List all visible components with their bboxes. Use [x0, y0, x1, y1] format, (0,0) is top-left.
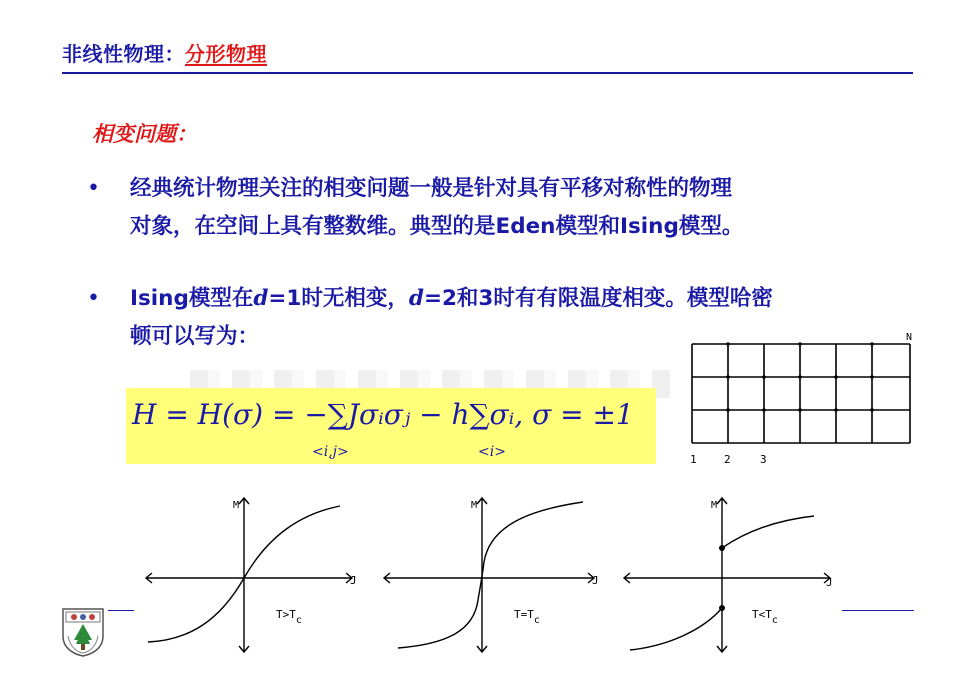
title-main: 非线性物理： — [62, 42, 185, 66]
lattice-label-1: 1 — [690, 453, 697, 466]
footer-rule-right — [842, 610, 914, 611]
sum-subscript-single: <i> — [478, 444, 506, 460]
discontinuity-point-lower — [719, 605, 725, 611]
y-axis-label: M — [470, 500, 477, 511]
bullet-marker: • — [87, 286, 100, 311]
magnetization-curve-lower — [630, 608, 722, 650]
x-axis-label: J — [350, 574, 357, 587]
discontinuity-point-upper — [719, 545, 725, 551]
x-axis-label: J — [592, 574, 599, 587]
graph-caption — [276, 608, 302, 626]
bullet-2-line-1 — [130, 280, 920, 318]
bullet-1-line-1: 经典统计物理关注的相变问题一般是针对具有平移对称性的物理 — [130, 176, 733, 201]
hamiltonian-formula: H = H(σ) = −∑Jσᵢσⱼ − h∑σᵢ, σ = ±1 — [132, 398, 634, 431]
text-run: =1时无相变， — [268, 286, 409, 311]
lattice-label-2: 2 — [724, 453, 731, 466]
slide-title — [62, 38, 267, 67]
variable-d: d — [253, 286, 269, 311]
magnetization-graph-at-tc — [378, 490, 603, 660]
magnetization-graph-above-tc — [140, 490, 360, 660]
magnetization-curve — [398, 502, 583, 648]
magnetization-graph-below-tc — [618, 490, 842, 660]
lattice-label-3: 3 — [760, 453, 767, 466]
footer-rule-left — [108, 610, 134, 611]
caption-main: T>T — [276, 608, 296, 621]
sum-subscript-pairs: <i,j> — [312, 444, 349, 460]
caption-subscript: c — [533, 615, 540, 626]
x-axis-label: J — [826, 576, 833, 589]
magnetization-curve-upper — [722, 516, 814, 548]
caption-main: T<T — [752, 608, 772, 621]
caption-subscript: c — [295, 615, 302, 626]
lattice-diagram — [680, 330, 920, 470]
y-axis-label: M — [232, 500, 239, 511]
section-subheading: 相变问题： — [92, 121, 197, 146]
graph-caption — [752, 608, 778, 626]
bullet-paragraph-1 — [130, 170, 920, 246]
lattice-label-n: N — [906, 332, 913, 343]
bullet-1-line-2: 对象，在空间上具有整数维。典型的是Eden模型和Ising模型。 — [130, 214, 744, 239]
variable-d: d — [408, 286, 424, 311]
title-divider — [62, 72, 913, 74]
bullet-marker: • — [87, 176, 100, 201]
graph-caption — [514, 608, 540, 626]
text-run: =2和3时有有限温度相变。模型哈密 — [423, 286, 773, 311]
lattice-lines — [692, 344, 910, 443]
university-seal-icon — [60, 606, 106, 658]
caption-main: T=T — [514, 608, 534, 621]
text-run: Ising模型在 — [130, 286, 254, 311]
title-accent: 分形物理 — [185, 42, 267, 66]
bullet-2-line-2: 顿可以写为： — [130, 324, 260, 349]
caption-subscript: c — [771, 615, 778, 626]
y-axis-label: M — [710, 500, 717, 511]
